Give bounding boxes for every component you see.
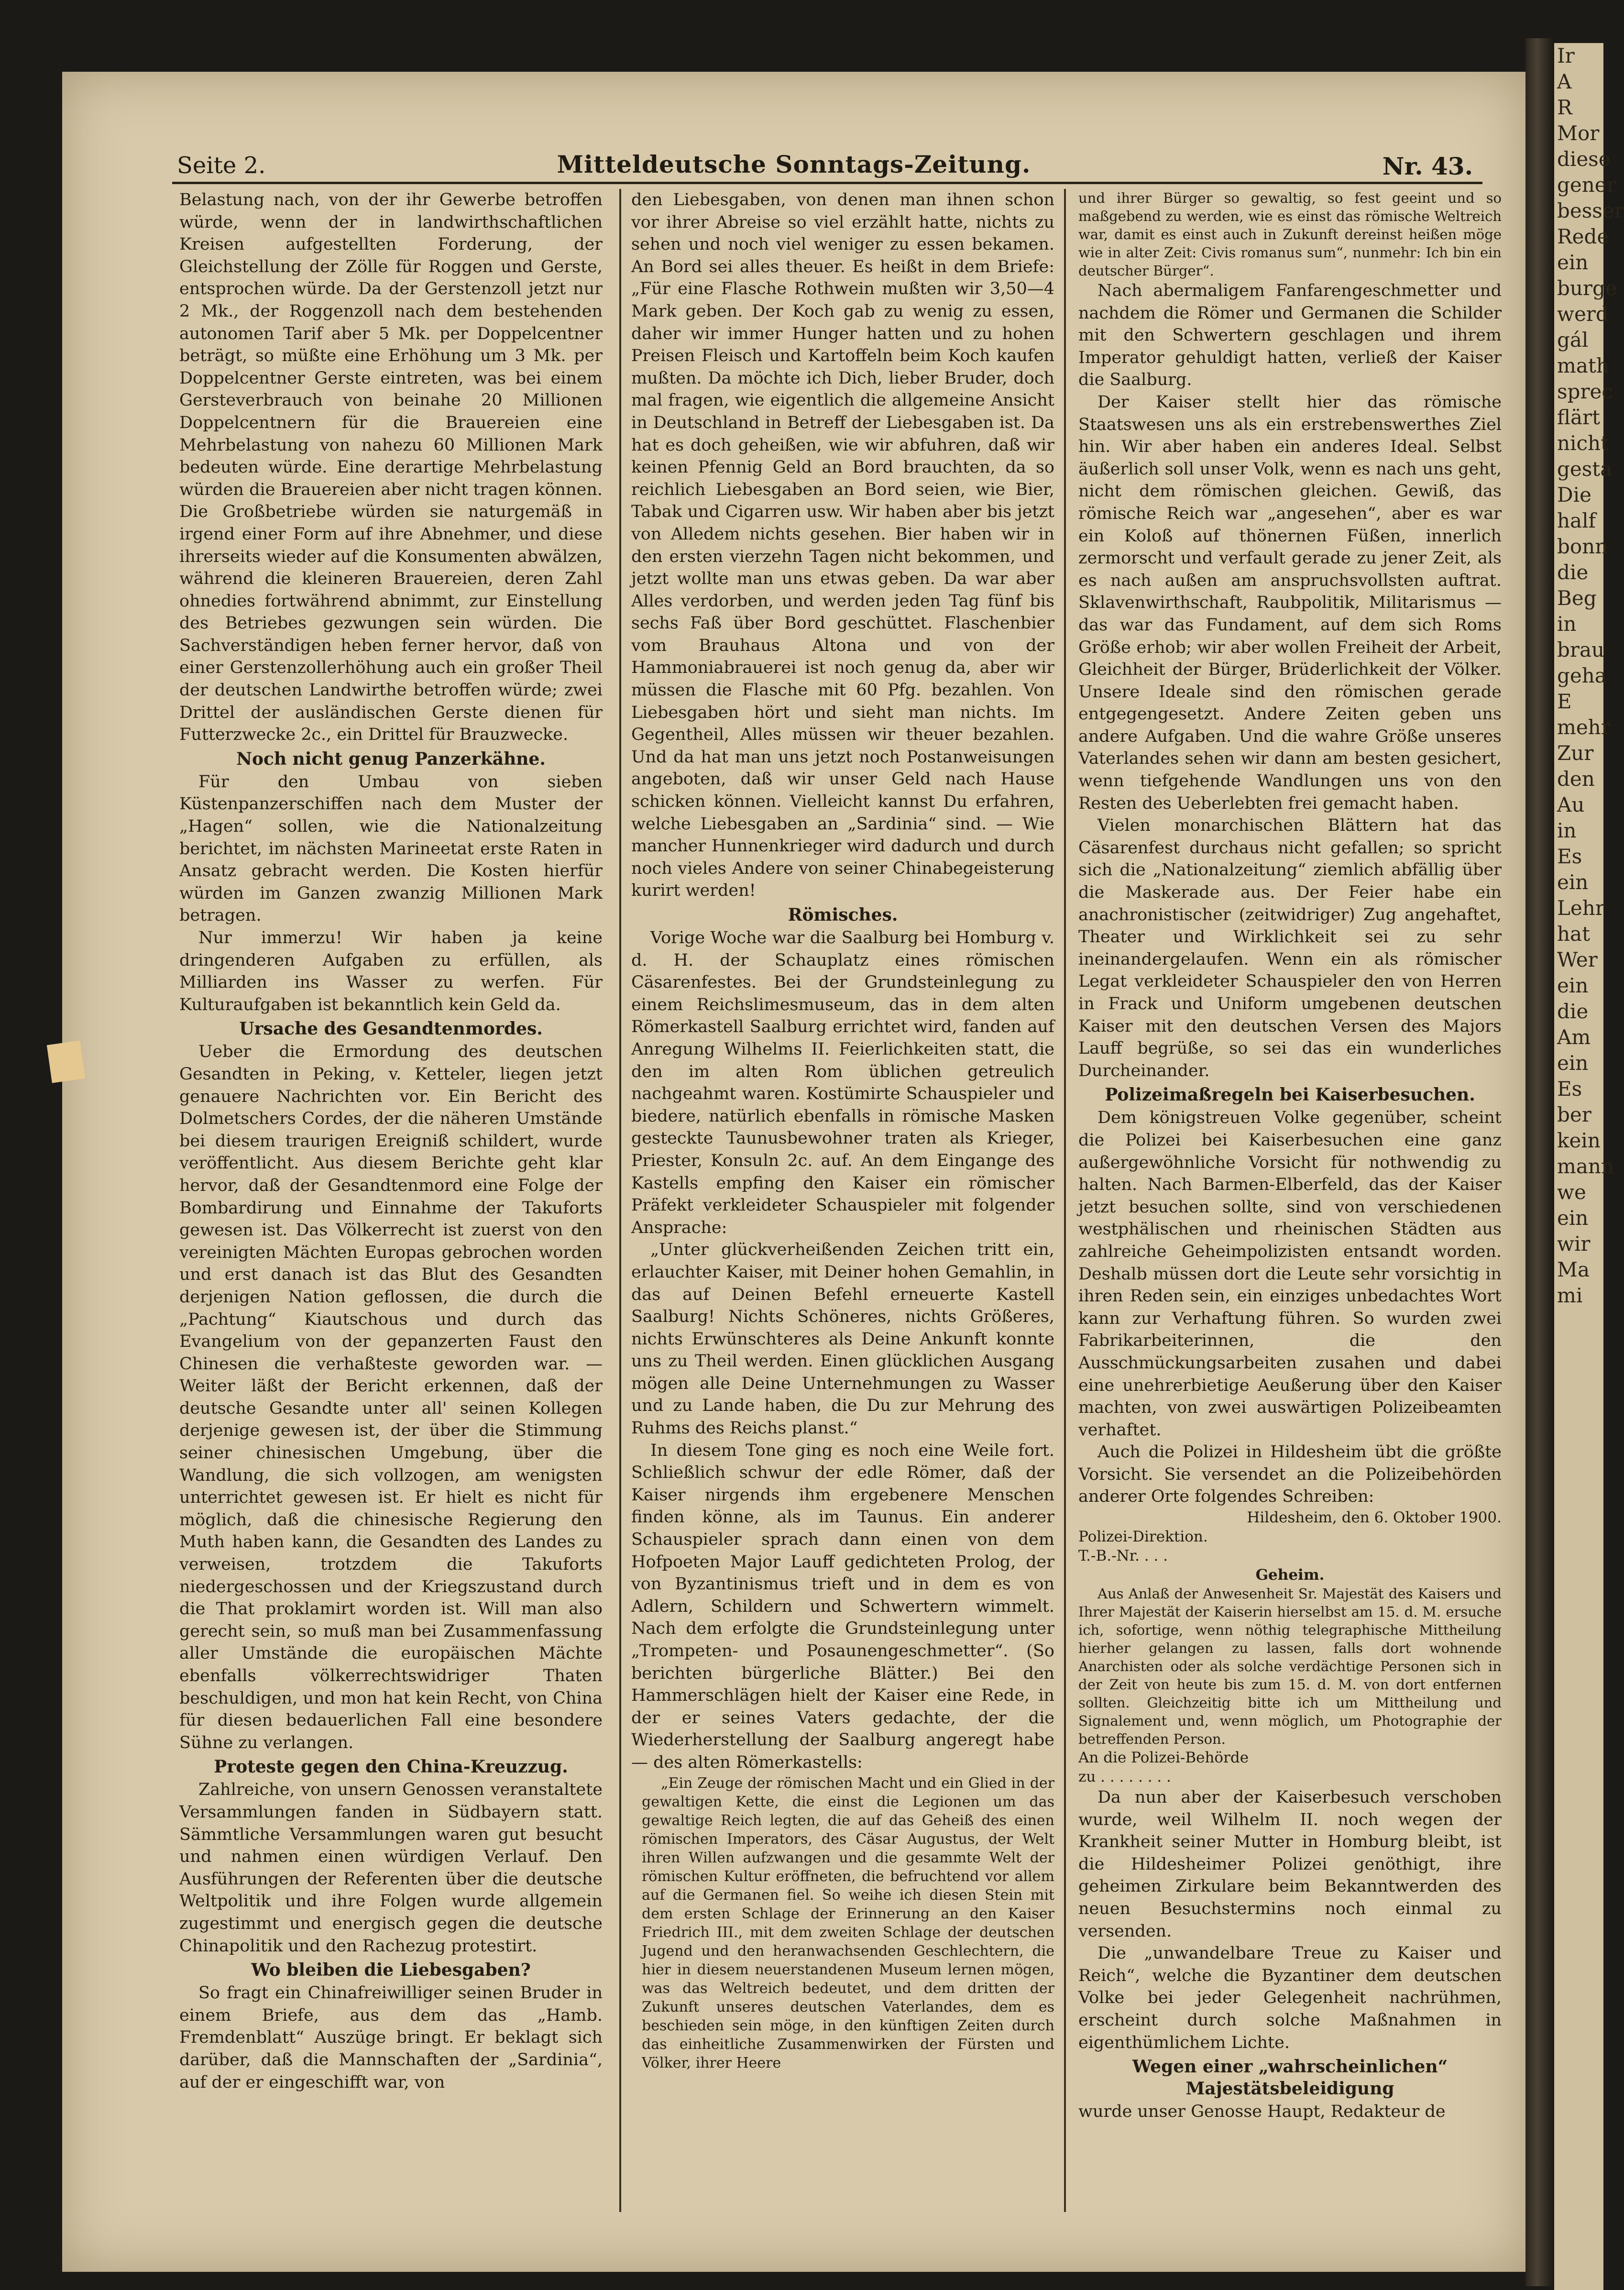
article-text: So fragt ein Chinafreiwilliger seinen Bruder in einem Briefe, aus dem das „Hamb. Fremdenblatt“ Auszüge bringt. Er beklagt sich darüber, daß die Mannschaften der „Sardinia“, auf der er eingeschifft war, von [179,1983,603,2092]
next-page-fragment: Beg [1557,586,1597,610]
next-page-fragment: hat [1557,922,1590,946]
next-page-fragment: diese [1557,147,1611,171]
next-page-fragment: ein [1557,974,1589,997]
next-page-fragment: werd [1557,302,1609,326]
next-page-fragment: Zur [1557,741,1594,765]
article-heading: Römisches. [788,905,898,925]
next-page-fragment: Die [1557,483,1591,506]
paper-tab [47,1041,85,1083]
decree-ref: T.-B.-Nr. . . . [1078,1547,1168,1565]
next-page-fragment: die [1557,561,1589,584]
column-2 [631,189,1054,2072]
book-binding [1525,38,1554,2286]
next-page-fragment: ein [1557,870,1589,894]
article-text: wurde unser Genosse Haupt, Redakteur de [1078,2102,1446,2122]
column-3 [1078,189,1502,2123]
next-page-fragment: Wer [1557,948,1598,971]
article-text: Ueber die Ermordung des deutschen Gesandten in Peking, v. Ketteler, liegen jetzt genauere Nachrichten vor. Ein Bericht des Dolmetschers Cordes, der die näheren Umstände bei diesem traurigen Ereigniß schildert, wurde veröffentlicht. Aus diesem Berichte geht klar hervor, daß der Gesandtenmord eine Folge der Bombardirung und Einnahme der Takuforts gewesen ist. Das Völkerrecht ist zuerst von den vereinigten Mächten Europas gebrochen worden und erst danach ist das Blut des Gesandten derjenigen Nation geflossen, die durch die „Pachtung“ Kiautschous und durch das Evangelium von der gepanzerten Faust den Chinesen die verhaßteste geworden war. — Weiter läßt der Bericht erkennen, daß der deutsche Gesandte unter all' seinen Kollegen derjenige gewesen ist, der über die Stimmung seiner chinesischen Umgebung, über die Wandlung, die sich vollzogen, am wenigsten unterrichtet gewesen ist. Er hielt es nicht für möglich, daß die chinesische Regierung den Muth haben kann, die Gesandten des Landes zu verweisen, trotzdem die Takuforts niedergeschossen und der Kriegszustand durch die That proklamirt worden ist. Will man also gerecht sein, so muß man bei Zusammenfassung aller Umstände die europäischen Mächte ebenfalls völkerrechtswidriger Thaten beschuldigen, und mon hat kein Recht, von China für diesen bedauerlichen Fall eine besondere Sühne zu verlangen. [179,1042,603,1752]
next-page-fragment: flärt [1557,406,1601,429]
decree-label: Geheim. [1255,1566,1325,1584]
column-divider [619,189,621,2212]
decree-office: Polizei-Direktion. [1078,1528,1208,1546]
next-page-fragment: burge [1557,276,1617,300]
page-number: Seite 2. [177,152,266,179]
issue-number: Nr. 43. [1382,152,1473,180]
article-text: In diesem Tone ging es noch eine Weile fort. Schließlich schwur der edle Römer, daß der Kaiser nirgends ihm ergebenere Menschen finden könne, als im Taunus. Ein anderer Schauspieler sprach dann einen von dem Hofpoeten Major Lauff gedichteten Prolog, der von Byzantinismus trieft und in dem es von Adlern, Schildern und Schwertern wimmelt. Nach dem erfolgte die Grundsteinlegung unter „Trompeten- und Posaunengeschmetter“. (So berichten bürgerliche Blätter.) Bei den Hammerschlägen hielt der Kaiser eine Rede, in der er seines Vaters gedachte, der die Wiederherstellung der Saalburg angeregt habe — des alten Römerkastells: [631,1441,1054,1772]
next-page-fragment: ein [1557,251,1589,274]
next-page-fragment: Mor [1557,121,1600,145]
next-page-fragment: die [1557,1000,1589,1023]
article-text: Für den Umbau von sieben Küstenpanzerschiffen nach dem Muster der „Hagen“ sollen, wie die Nationalzeitung berichtet, im nächsten Marineetat erste Raten in Ansatz gebracht werden. Die Kosten hierfür würden im Ganzen zwanzig Millionen Mark betragen. [179,772,603,925]
next-page-fragment: Am [1557,1025,1591,1049]
next-page-fragment: besser [1557,199,1624,222]
article-heading: Proteste gegen den China-Kreuzzug. [214,1757,568,1777]
next-page-fragment: in [1557,612,1577,636]
article-heading: Wegen einer „wahrscheinlichen“ Majestätsbeleidigung [1132,2057,1448,2099]
article-text: Die „unwandelbare Treue zu Kaiser und Reich“, welche die Byzantiner dem deutschen Volke bei jeder Gelegenheit nachrühmen, erscheint durch solche Maßnahmen in eigenthümlichem Lichte. [1078,1944,1502,2052]
decree-addressee-line: zu . . . . . . . . [1078,1768,1171,1786]
next-page-fragment: kein [1557,1129,1601,1152]
article-text: Belastung nach, von der ihr Gewerbe betroffen würde, wenn der in landwirthschaftlichen Kreisen aufgestellten Forderung, der Gleichstellung der Zölle für Roggen und Gerste, entsprochen würde. Da der Gerstenzoll jetzt nur 2 Mk., der Roggenzoll nach dem bestehenden autonomen Tarif aber 5 Mk. per Doppelcentner beträgt, so müßte eine Erhöhung um 3 Mk. per Doppelcentner Gerste eintreten, was bei einem Gersteverbrauch von beinahe 20 Millionen Doppelcentnern für die Brauereien eine Mehrbelastung von nahezu 60 Millionen Mark bedeuten würde. Eine derartige Mehrbelastung würden die Brauereien aber nicht tragen können. Die Großbetriebe würden sie naturgemäß in irgend einer Form auf ihre Abnehmer, und diese ihrerseits wieder auf die Konsumenten abwälzen, während die kleineren Brauereien, deren Zahl ohnedies fortwährend abnimmt, zur Einstellung des Betriebes gezwungen sein würden. Die Sachverständigen heben ferner hervor, daß von einer Gerstenzollerhöhung auch ein großer Theil der deutschen Landwirthe betroffen würde; zwei Drittel der ausländischen Gerste dienen für Futterzwecke 2c., ein Drittel für Brauzwecke. [179,190,603,745]
next-page-fragment: R [1557,96,1572,119]
next-page-fragment: A [1557,70,1572,93]
next-page-fragment: gener [1557,173,1616,197]
article-text: Zahlreiche, von unsern Genossen veranstaltete Versammlungen fanden in Südbayern statt. Sämmtliche Versammlungen waren gut besucht und nahmen einen würdigen Verlauf. Den Ausführungen der Referenten über die deutsche Weltpolitik und ihre Folgen wurde allgemein zugestimmt und energisch gegen die deutsche Chinapolitik und den Rachezug protestirt. [179,1780,603,1956]
column-divider [1064,189,1066,2212]
decree-addressee: An die Polizei-Behörde [1078,1749,1249,1767]
next-page-fragment: ein [1557,1206,1589,1230]
article-heading: Ursache des Gesandtenmordes. [239,1019,543,1039]
next-page-fragment: Ir [1557,44,1575,67]
next-page-fragment: mi [1557,1284,1583,1307]
article-text: Vielen monarchischen Blättern hat das Cäsarenfest durchaus nicht gefallen; so spricht sich die „Nationalzeitung“ ziemlich abfällig über die Maskerade aus. Der Feier habe ein anachronistischer (zeitwidriger) Zug angehaftet, Theater und Wirklichkeit sei zu sehr ineinandergelaufen. Wenn ein als römischer Legat verkleideter Schauspieler den von Herren in Frack und Uniform umgebenen deutschen Kaiser mit den deutschen Versen des Majors Lauff begrüße, so sei das ein wunderliches Durcheinander. [1078,816,1502,1080]
next-page-fragment: half [1557,509,1596,532]
next-page-fragment: Ma [1557,1258,1590,1281]
police-decree [1078,1508,1502,1786]
next-page-fragment: wir [1557,1232,1591,1255]
next-page-fragment: mehr [1557,716,1611,739]
next-page-fragment: nicht [1557,431,1609,455]
article-text: „Unter glückverheißenden Zeichen tritt ein, erlauchter Kaiser, mit Deiner hohen Gemahlin, in das auf Deinen Befehl erneuerte Kastell Saalburg! Nichts Schöneres, nichts Größeres, nichts Erwünschteres als Deine Ankunft konnte uns zu Theil werden. Einen glücklichen Ausgang mögen alle Deine Unternehmungen zu Wasser und zu Lande haben, die Du zur Mehrung des Ruhms des Reichs planst.“ [631,1240,1054,1438]
article-heading: Polizeimaßregeln bei Kaiserbesuchen. [1105,1085,1475,1105]
article-text: Der Kaiser stellt hier das römische Staatswesen uns als ein erstrebenswerthes Ziel hin. Wir aber haben ein anderes Ideal. Selbst äußerlich soll unser Volk, wenn es nach uns geht, nicht dem römischen gleichen. Gewiß, das römische Reich war „angesehen“, aber es war ein Koloß auf thönernen Füßen, innerlich zermorscht und verfault gerade zu jener Zeit, als es nach außen am anspruchsvollsten auftrat. Sklavenwirthschaft, Raubpolitik, Militarismus — das war das Fundament, auf dem sich Roms Größe erhob; wir aber wollen Freiheit der Arbeit, Gleichheit der Bürger, Brüderlichkeit der Völker. Unsere Ideale sind den römischen gerade entgegengesetzt. Andere Zeiten geben uns andere Aufgaben. Und die wahre Größe unseres Vaterlandes sehen wir dann am besten gesichert, wenn tiefgehende Wandlungen uns von den Resten des Ueberlebten frei gemacht haben. [1078,392,1502,813]
header-rule [172,182,1482,184]
article-text: Auch die Polizei in Hildesheim übt die größte Vorsicht. Sie versendet an die Polizeibehörden anderer Orte folgendes Schreiben: [1078,1442,1502,1507]
article-heading: Wo bleiben die Liebesgaben? [251,1960,531,1981]
article-text: den Liebesgaben, von denen man ihnen schon vor ihrer Abreise so viel erzählt hatte, nichts zu sehen und noch viel weniger zu essen bekamen. An Bord sei alles theuer. Es heißt in dem Briefe: „Für eine Flasche Rothwein mußten wir 3,50—4 Mark geben. Der Koch gab zu wenig zu essen, daher wir immer Hunger hatten und zu hohen Preisen Fleisch und Kartoffeln beim Koch kaufen mußten. Da möchte ich Dich, lieber Bruder, doch mal fragen, wie eigentlich die allgemeine Ansicht in Deutschland in Betreff der Liebesgaben ist. Da hat es doch geheißen, wie wir abfuhren, daß wir keinen Pfennig Geld an Bord brauchten, da so reichlich Liebesgaben an Bord seien, wie Bier, Tabak und Cigarren usw. Wir haben aber bis jetzt von Alledem nichts gesehen. Bier haben wir in den ersten vierzehn Tagen nicht bekommen, und jetzt wollte man uns etwas geben. Da war aber Alles verdorben, und werden jeden Tag fünf bis sechs Faß über Bord geschüttet. Flaschenbier vom Brauhaus Altona und von der Hammoniabrauerei ist noch genug da, aber wir müssen die Flasche mit 60 Pfg. bezahlen. Von Liebesgaben hört und sieht man nichts. Im Gegentheil, Alles müssen wir theuer bezahlen. Und da hat man uns jetzt noch Postanweisungen angeboten, daß wir unser Geld nach Hause schicken können. Vielleicht kannst Du erfahren, welche Liebesgaben an „Sardinia“ sind. — Wie mancher Hunnenkrieger wird dadurch und durch noch vieles Andere von seiner Chinabegeisterung kurirt werden! [631,190,1054,901]
next-page-fragment: Au [1557,793,1585,816]
next-page-fragment: geha [1557,664,1607,687]
speech-quote: und ihrer Bürger so gewaltig, so fest geeint und so maßgebend zu werden, wie es einst das römische Weltreich war, damit es einst auch in Zukunft dereinst heißen möge wie in alter Zeit: Civis romanus sum“, nunmehr: Ich bin ein deutscher Bürger“. [1078,190,1502,279]
next-page-fragment: den [1557,767,1595,791]
next-page-fragment: Es [1557,845,1582,868]
next-page-fragment: ein [1557,1051,1589,1075]
article-text: Vorige Woche war die Saalburg bei Homburg v. d. H. der Schauplatz eines römischen Cäsarenfestes. Bei der Grundsteinlegung zu einem Reichslimesmuseum, das in dem alten Römerkastell Saalburg errichtet wird, fanden auf Anregung Wilhelms II. Feierlichkeiten statt, die den im alten Rom üblichen getreulich nachgeahmt waren. Kostümirte Schauspieler und biedere, natürlich ebenfalls in römische Masken gesteckte Taunusbewohner traten als Krieger, Priester, Konsuln 2c. auf. An dem Eingange des Kastells empfing den Kaiser ein römischer Präfekt verkleideter Schauspieler mit folgender Ansprache: [631,928,1054,1237]
next-page-edge [1554,43,1624,2290]
speech-quote: „Ein Zeuge der römischen Macht und ein Glied in der gewaltigen Kette, die einst die Legionen um das gewaltige Reich legten, die auf das Geheiß des einen römischen Imperators, des Cäsar Augustus, der Welt ihren Willen aufzwangen und die gesammte Welt der römischen Kultur eröffneten, die befruchtend vor allem auf die Germanen fiel. So weihe ich diesen Stein mit dem ersten Schlage der Erinnerung an den Kaiser Friedrich III., mit dem zweiten Schlage der deutschen Jugend und den heranwachsenden Geschlechtern, die hier in diesem neuerstandenen Museum lernen mögen, was das Weltreich bedeutet, und dem dritten der Zukunft unseres deutschen Vaterlandes, dem es beschieden sein möge, in den künftigen Zeiten durch das einheitliche Zusammenwirken der Fürsten und Völker, ihrer Heere [642,1774,1054,2071]
article-text: Nur immerzu! Wir haben ja keine dringenderen Aufgaben zu erfüllen, als Milliarden ins Wasser zu werfen. Für Kulturaufgaben ist bekanntlich kein Geld da. [179,928,603,1014]
article-text: Da nun aber der Kaiserbesuch verschoben wurde, weil Wilhelm II. noch wegen der Krankheit seiner Mutter in Homburg bleibt, ist die Hildesheimer Polizei genöthigt, ihre geheimen Zirkulare beim Bekanntwerden des neuen Besuchstermins noch einmal zu versenden. [1078,1788,1502,1941]
next-page-fragment: Rede [1557,225,1609,248]
next-page-fragment: gesta [1557,457,1613,481]
next-page-fragment: E [1557,690,1572,713]
decree-body: Aus Anlaß der Anwesenheit Sr. Majestät des Kaisers und Ihrer Majestät der Kaiserin hierselbst am 15. d. M. ersuche ich, sofortige, wenn nöthig telegraphische Mittheilung hierher gelangen zu lassen, falls dort wohnende Anarchisten oder als solche verdächtige Personen sich in der Zeit von heute bis zum 15. d. M. von dort entfernen sollten. Gleichzeitig bitte ich um Mittheilung und Signalement und, wenn möglich, um Photographie der betreffenden Person. [1078,1585,1502,1748]
next-page-fragment: we [1557,1180,1586,1204]
article-heading: Noch nicht genug Panzerkähne. [236,749,546,769]
next-page-fragment: gál [1557,328,1589,352]
next-page-fragment: Lehr [1557,896,1605,920]
column-1 [179,189,603,2093]
next-page-fragment: math [1557,354,1609,377]
next-page-fragment: ber [1557,1103,1591,1126]
page-header [115,143,1473,182]
next-page-fragment: in [1557,819,1577,842]
decree-date: Hildesheim, den 6. Oktober 1900. [1247,1509,1502,1527]
article-text: Dem königstreuen Volke gegenüber, scheint die Polizei bei Kaiserbesuchen eine ganz außergewöhnliche Vorsicht für nothwendig zu halten. Nach Barmen-Elberfeld, das der Kaiser jetzt besuchen sollte, sind von verschiedenen westphälischen und rheinischen Städten aus zahlreiche Geheimpolizisten entsandt worden. Deshalb müssen dort die Leute sehr vorsichtig in ihren Reden sein, ein einziges unbedachtes Wort kann zur Verhaftung führen. So wurden zwei Fabrikarbeiterinnen, die den Ausschmückungsarbeiten zusahen und dabei eine unehrerbietige Aeußerung über den Kaiser machten, von zwei auswärtigen Polizeibeamten verhaftet. [1078,1108,1502,1440]
next-page-fragment: mann [1557,1155,1614,1178]
newspaper-title: Mitteldeutsche Sonntags-Zeitung. [557,150,1031,178]
next-page-fragment: bonn [1557,535,1608,558]
next-page-fragment: sprec [1557,380,1613,403]
next-page-fragment: Es [1557,1077,1582,1101]
next-page-fragment: brau [1557,638,1605,661]
article-text: Nach abermaligem Fanfarengeschmetter und nachdem die Römer und Germanen die Schilder mit den Schwertern geschlagen und ihrem Imperator gehuldigt hatten, verließ der Kaiser die Saalburg. [1078,281,1502,390]
